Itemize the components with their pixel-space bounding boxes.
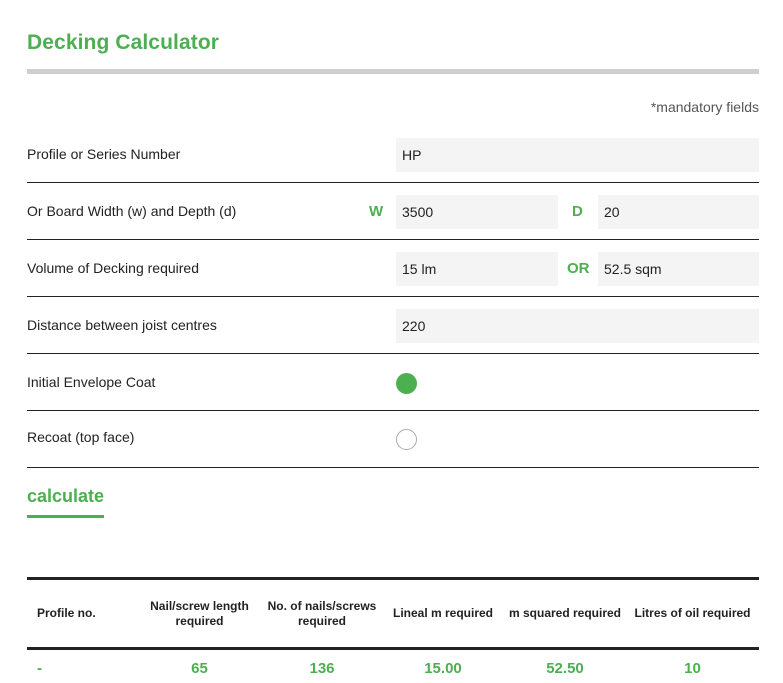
results-header-row bbox=[27, 579, 759, 649]
col-lineal-m: Lineal m required bbox=[382, 579, 504, 649]
result-litres-oil: 10 bbox=[684, 659, 701, 677]
table-row bbox=[27, 649, 759, 683]
volume-label: Volume of Decking required bbox=[27, 260, 199, 276]
page-title: Decking Calculator bbox=[27, 31, 220, 54]
profile-input[interactable]: HP bbox=[396, 138, 759, 172]
board-width-input[interactable]: 3500 bbox=[396, 195, 558, 229]
col-m-squared: m squared required bbox=[504, 579, 626, 649]
result-m-squared: 52.50 bbox=[546, 659, 584, 677]
or-marker: OR bbox=[567, 260, 590, 277]
recoat-radio[interactable] bbox=[396, 429, 417, 450]
recoat-row bbox=[27, 411, 759, 468]
col-nail-length: Nail/screw length required bbox=[137, 579, 262, 649]
initial-coat-radio[interactable] bbox=[396, 373, 417, 394]
profile-label: Profile or Series Number bbox=[27, 146, 181, 162]
result-profile-no: - bbox=[37, 659, 42, 677]
results-table bbox=[27, 577, 759, 683]
board-depth-input[interactable]: 20 bbox=[598, 195, 759, 229]
lineal-metres-input[interactable]: 15 lm bbox=[396, 252, 558, 286]
depth-marker: D bbox=[572, 203, 583, 220]
profile-row bbox=[27, 126, 759, 183]
width-marker: W bbox=[369, 203, 384, 220]
result-lineal-m: 15.00 bbox=[424, 659, 462, 677]
result-nail-length: 65 bbox=[191, 659, 208, 677]
joist-distance-input[interactable]: 220 bbox=[396, 309, 759, 343]
mandatory-note: *mandatory fields bbox=[650, 99, 759, 115]
square-metres-input[interactable]: 52.5 sqm bbox=[598, 252, 759, 286]
recoat-label: Recoat (top face) bbox=[27, 429, 135, 445]
initial-coat-label: Initial Envelope Coat bbox=[27, 374, 156, 390]
col-profile-no: Profile no. bbox=[27, 579, 137, 649]
result-nail-count: 136 bbox=[309, 659, 335, 677]
calculate-button[interactable]: calculate bbox=[27, 486, 104, 518]
volume-row bbox=[27, 240, 759, 297]
board-size-label: Or Board Width (w) and Depth (d) bbox=[27, 203, 237, 219]
col-nail-count: No. of nails/screws required bbox=[262, 579, 382, 649]
joist-label: Distance between joist centres bbox=[27, 317, 217, 333]
joist-row bbox=[27, 297, 759, 354]
title-divider bbox=[27, 69, 759, 74]
board-size-row bbox=[27, 183, 759, 240]
col-litres-oil: Litres of oil required bbox=[626, 579, 759, 649]
initial-coat-row bbox=[27, 354, 759, 411]
